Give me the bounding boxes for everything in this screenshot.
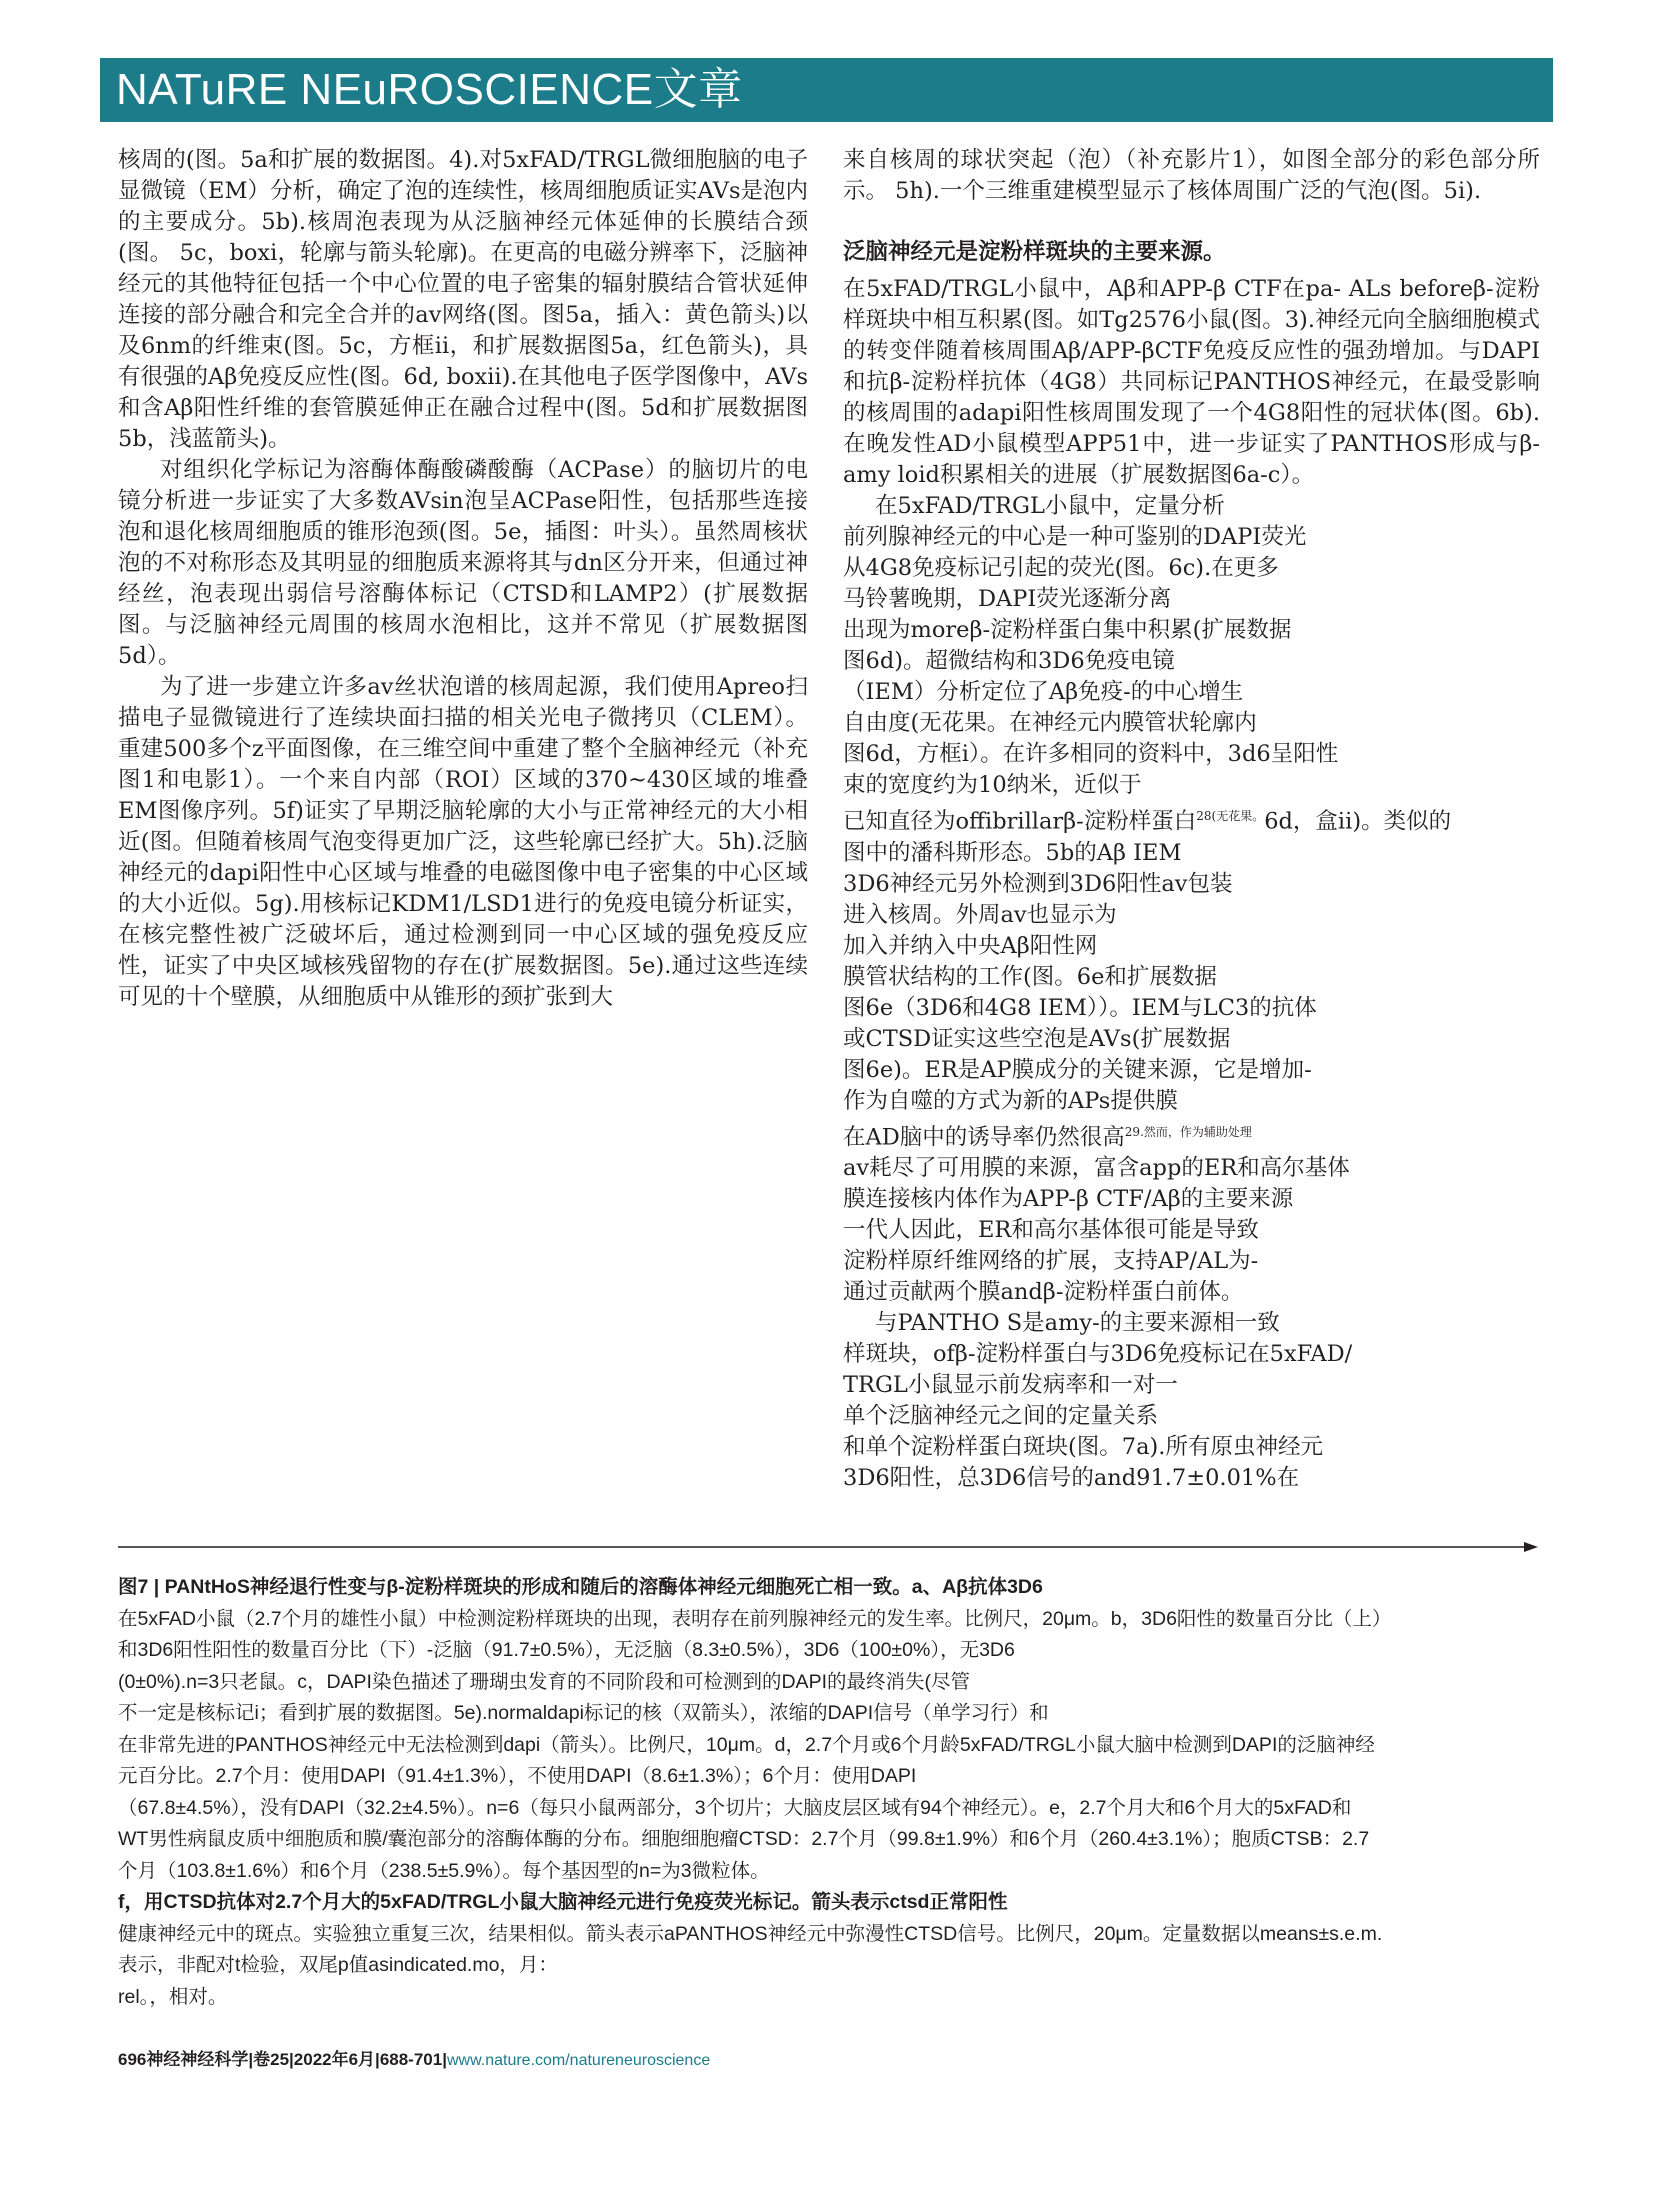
right-line: 图6d，方框i）。在许多相同的资料中，3d6呈阳性 xyxy=(843,741,1339,767)
right-line: 和单个淀粉样蛋白斑块(图。7a).所有原虫神经元 xyxy=(843,1434,1323,1460)
right-line: 前列腺神经元的中心是一种可鉴别的DAPI荧光 xyxy=(843,524,1307,550)
right-line: 出现为moreβ-淀粉样蛋白集中积累(扩展数据 xyxy=(843,617,1292,643)
right-line: 图6e)。ER是AP膜成分的关键来源，它是增加- xyxy=(843,1056,1312,1083)
right-line: 图中的潘科斯形态。5b的Aβ IEM xyxy=(843,839,1182,866)
right-paragraph-3 xyxy=(843,491,1540,1494)
caption-line: (0±0%).n=3只老鼠。c，DAPI染色描述了珊瑚虫发育的不同阶段和可检测到的DAPI的最终消失(尽管 xyxy=(118,1670,970,1693)
right-line: 单个泛脑神经元之间的定量关系 xyxy=(843,1403,1159,1429)
right-line: 或CTSD证实这些空泡是AVs(扩展数据 xyxy=(843,1025,1231,1052)
figure-divider-arrow xyxy=(118,1541,1538,1553)
right-paragraph-2: 在5xFAD/TRGL小鼠中，Aβ和APP-β CTF在pa- ALs beforeβ-淀粉样斑块中相互积累(图。如Tg2576小鼠(图。3).神经元向全脑细胞模式的转变伴随着核周围Aβ/APP-βCTF免疫反应性的强劲增加。与DAPI和抗β-淀粉样抗体（4G8）共同标记PANTHOS神经元，在最受影响的核周围的adapi阳性核周围发现了一个4G8阳性的冠状体(图。6b).在晚发性AD小鼠模型APP51中，进一步证实了PANTHOS形成与β-amy loid积累相关的进展（扩展数据图6a-c）。 xyxy=(843,276,1540,488)
right-line: 束的宽度约为10纳米，近似于 xyxy=(843,772,1142,798)
caption-title: 图7 | PANtHoS神经退行性变与β-淀粉样斑块的形成和随后的溶酶体神经元细胞死亡相一致。a、Aβ抗体3D6 xyxy=(118,1576,1043,1598)
caption-line: WT男性病鼠皮质中细胞质和膜/囊泡部分的溶酶体酶的分布。细胞细胞瘤CTSD：2.7个月（99.8±1.9%）和6个月（260.4±3.1%）；胞质CTSB：2.7 xyxy=(118,1828,1370,1850)
right-line: 作为自噬的方式为新的APs提供膜 xyxy=(843,1087,1178,1114)
left-column xyxy=(118,145,808,1013)
citation-superscript: 29.然而，作为辅助处理 xyxy=(1124,1124,1252,1139)
right-line-tail: 6d，盒ii)。类似的 xyxy=(1264,808,1452,835)
right-line: 已知直径为offibrillarβ-淀粉样蛋白$^{28(无花果。}$6d，盒ii)。类似的 xyxy=(843,808,1452,835)
section-heading: 泛脑神经元是淀粉样斑块的主要来源。 xyxy=(843,239,1226,265)
caption-line: 不一定是核标记i；看到扩展的数据图。5e).normaldapi标记的核（双箭头），浓缩的DAPI信号（单学习行）和 xyxy=(118,1702,1049,1724)
caption-line: （67.8±4.5%），没有DAPI（32.2±4.5%）。n=6（每只小鼠两部分，3个切片；大脑皮层区域有94个神经元）。e，2.7个月大和6个月大的5xFAD和 xyxy=(118,1796,1352,1819)
left-paragraph-2: 对组织化学标记为溶酶体酶酸磷酸酶（ACPase）的脑切片的电镜分析进一步证实了大多数AVsin泡呈ACPase阳性，包括那些连接泡和退化核周细胞质的锥形泡颈(图。5e，插图：叶头）。虽然周核状泡的不对称形态及其明显的细胞质来源将其与dn区分开来，但通过神经丝，泡表现出弱信号溶酶体标记（CTSD和LAMP2）(扩展数据图。与泛脑神经元周围的核周水泡相比，这并不常见（扩展数据图5d）。 xyxy=(118,457,808,669)
left-paragraph-3: 为了进一步建立许多av丝状泡谱的核周起源，我们使用Apreo扫描电子显微镜进行了连续块面扫描的相关光电子微拷贝（CLEM）。重建500多个z平面图像，在三维空间中重建了整个全脑神经元（补充图1和电影1）。一个来自内部（ROI）区域的370~430区域的堆叠EM图像序列。5f)证实了早期泛脑轮廓的大小与正常神经元的大小相近(图。但随着核周气泡变得更加广泛，这些轮廓已经扩大。5h).泛脑神经元的dapi阳性中心区域与堆叠的电磁图像中电子密集的中心区域的大小近似。5g).用核标记KDM1/LSD1进行的免疫电镜分析证实，在核完整性被广泛破坏后，通过检测到同一中心区域的强免疫反应性，证实了中央区域核残留物的存在(扩展数据图。5e).通过这些连续可见的十个壁膜，从细胞质中从锥形的颈扩张到大 xyxy=(118,674,808,1010)
caption-line: 个月（103.8±1.6%）和6个月（238.5±5.9%）。每个基因型的n=为3微粒体。 xyxy=(118,1859,770,1882)
right-line: 进入核周。外周av也显示为 xyxy=(843,901,1117,928)
caption-line: 元百分比。2.7个月：使用DAPI（91.4±1.3%），不使用DAPI（8.6±1.3%）；6个月：使用DAPI xyxy=(118,1765,917,1787)
right-line: 膜连接核内体作为APP-β CTF/Aβ的主要来源 xyxy=(843,1186,1294,1212)
page-footer xyxy=(118,2045,710,2070)
right-line: 从4G8免疫标记引起的荧光(图。6c).在更多 xyxy=(843,555,1279,581)
right-line: 在5xFAD/TRGL小鼠中，定量分析 xyxy=(875,493,1225,519)
caption-bold-line: f，用CTSD抗体对2.7个月大的5xFAD/TRGL小鼠大脑神经元进行免疫荧光标记。箭头表示ctsd正常阳性 xyxy=(118,1891,1008,1913)
footer-journal: 696神经神经科学|卷25|2022年6月|688-701| xyxy=(118,2050,447,2069)
caption-body xyxy=(118,1604,1533,1888)
right-line: 通过贡献两个膜andβ-淀粉样蛋白前体。 xyxy=(843,1279,1244,1305)
left-paragraph-1: 核周的(图。5a和扩展的数据图。4).对5xFAD/TRGL微细胞脑的电子显微镜（EM）分析，确定了泡的连续性，核周细胞质证实AVs是泡内的主要成分。5b).核周泡表现为从泛脑神经元体延伸的长膜结合颈(图。 5c，boxi，轮廓与箭头轮廓)。在更高的电磁分辨率下，泛脑神经元的其他特征包括一个中心位置的电子密集的辐射膜结合管状延伸连接的部分融合和完全合并的av网络(图。图5a，插入：黄色箭头)以及6nm的纤维束(图。5c，方框ii，和扩展数据图5a，红色箭头)，具有很强的Aβ免疫反应性(图。6d, boxii).在其他电子医学图像中，AVs和含Aβ阳性纤维的套管膜延伸正在融合过程中(图。5d和扩展数据图5b，浅蓝箭头)。 xyxy=(118,147,808,452)
caption-body-2 xyxy=(118,1919,1533,2014)
right-line: 加入并纳入中央Aβ阳性网 xyxy=(843,932,1098,959)
right-column xyxy=(843,145,1540,1494)
right-line: 淀粉样原纤维网络的扩展，支持AP/AL为- xyxy=(843,1248,1259,1274)
footer-url[interactable]: www.nature.com/natureneuroscience xyxy=(446,2052,711,2069)
caption-line: rel。，相对。 xyxy=(118,1985,228,2008)
right-line: 膜管状结构的工作(图。6e和扩展数据 xyxy=(843,963,1217,990)
right-line: 与PANTHO S是amy-的主要来源相一致 xyxy=(875,1310,1280,1336)
caption-line: 表示，非配对t检验，双尾p值asindicated.mo，月： xyxy=(118,1954,558,1976)
caption-line: 健康神经元中的斑点。实验独立重复三次，结果相似。箭头表示aPANTHOS神经元中弥漫性CTSD信号。比例尺，20μm。定量数据以means±s.e.m. xyxy=(118,1922,1383,1945)
right-line: 3D6神经元另外检测到3D6阳性av包装 xyxy=(843,870,1233,897)
right-line: 样斑块，ofβ-淀粉样蛋白与3D6免疫标记在5xFAD/ xyxy=(843,1341,1353,1367)
right-line: （IEM）分析定位了Aβ免疫-的中心增生 xyxy=(843,679,1244,705)
right-line: 图6d)。超微结构和3D6免疫电镜 xyxy=(843,648,1175,674)
caption-line: 在5xFAD小鼠（2.7个月的雄性小鼠）中检测淀粉样斑块的出现，表明存在前列腺神经元的发生率。比例尺，20μm。b，3D6阳性的数量百分比（上） xyxy=(118,1607,1392,1630)
right-paragraph-1: 来自核周的球状突起（泡）（补充影片1），如图全部分的彩色部分所示。 5h).一个三维重建模型显示了核体周围广泛的气泡(图。5i). xyxy=(843,147,1540,204)
right-line: TRGL小鼠显示前发病率和一对一 xyxy=(843,1372,1178,1398)
right-line: av耗尽了可用膜的来源，富含app的ER和高尔基体 xyxy=(843,1155,1350,1181)
caption-line: 在非常先进的PANTHOS神经元中无法检测到dapi（箭头）。比例尺，10μm。d，2.7个月或6个月龄5xFAD/TRGL小鼠大脑中检测到DAPI的泛脑神经 xyxy=(118,1733,1375,1756)
right-line: 自由度(无花果。在神经元内膜管状轮廓内 xyxy=(843,710,1257,736)
right-line: 3D6阳性，总3D6信号的and91.7±0.01%在 xyxy=(843,1465,1300,1491)
right-line: 图6e（3D6和4G8 IEM））。IEM与LC3的抗体 xyxy=(843,994,1317,1021)
caption-line: 和3D6阳性阳性的数量百分比（下）-泛脑（91.7±0.5%），无泛脑（8.3±0.5%），3D6（100±0%），无3D6 xyxy=(118,1639,1015,1661)
journal-header: NATuRE NEuROSCIENCE文章 xyxy=(100,58,1553,122)
right-line: 马铃薯晚期，DAPI荧光逐渐分离 xyxy=(843,586,1172,612)
right-line: 在AD脑中的诱导率仍然很高$^{29.然而,作为辅助处理}$ xyxy=(843,1124,1252,1150)
figure-caption xyxy=(118,1572,1533,2013)
right-line: 一代人因此，ER和高尔基体很可能是导致 xyxy=(843,1217,1259,1243)
citation-superscript: 28(无花果。 xyxy=(1196,809,1265,823)
